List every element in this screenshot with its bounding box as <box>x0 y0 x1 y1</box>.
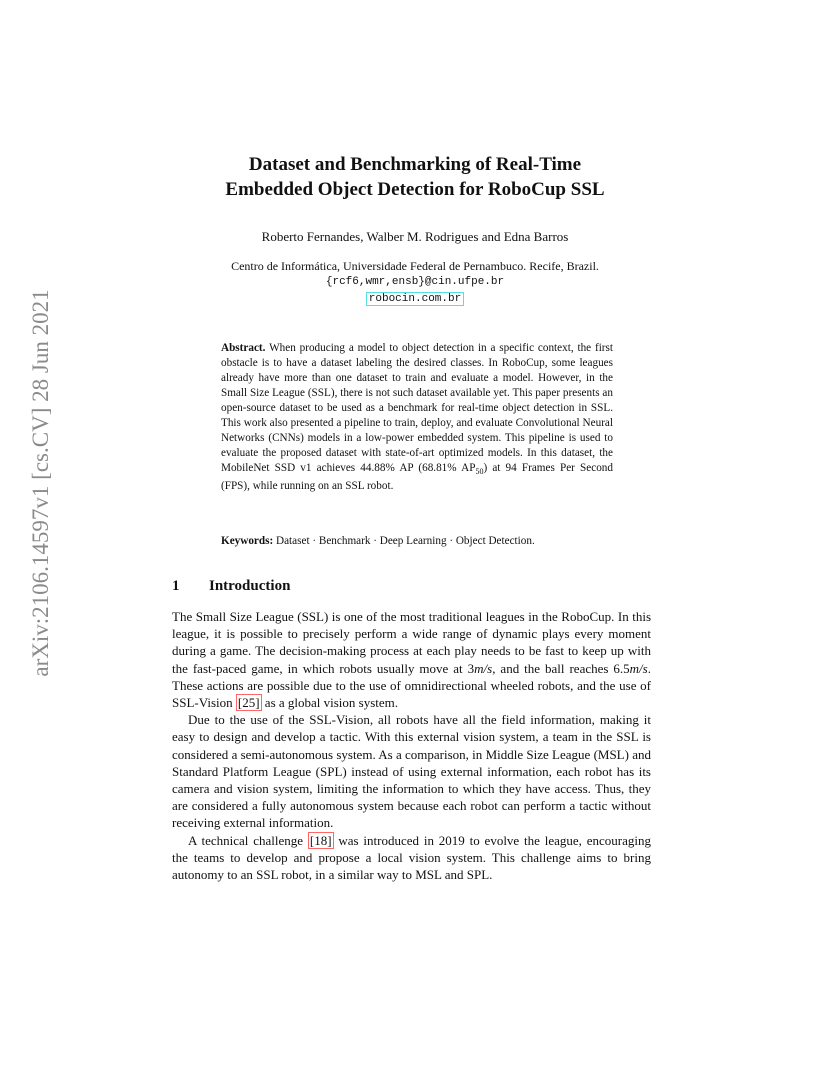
p1-unit-2: m/s <box>629 660 648 676</box>
p1-text-a: The Small Size League (SSL) is one of the most traditional leagues in the RoboCup. In this league, it is possible to precisely perform a wide range of dynamic plays every moment during a game. The decision-making process at each play needs to be fast to keep up with the fast-paced game, in which robots usually move at 3 <box>172 609 651 676</box>
p3-text-a: A technical challenge <box>188 832 308 848</box>
author-list: Roberto Fernandes, Walber M. Rodrigues and Edna Barros <box>261 229 569 244</box>
affiliation-block <box>160 259 670 308</box>
ap-subscript: 50 <box>475 467 484 477</box>
title-line-2: Embedded Object Detection for RoboCup SSL <box>225 179 605 200</box>
citation-18[interactable]: [18] <box>309 832 332 848</box>
arxiv-identifier: arXiv:2106.14597v1 [cs.CV] 28 Jun 2021 <box>28 289 53 677</box>
paragraph-1 <box>172 608 651 711</box>
affiliation: Centro de Informática, Universidade Federal de Pernambuco. Recife, Brazil. <box>231 259 599 273</box>
abstract-text: When producing a model to object detection in a specific context, the first obstacle is to have a dataset labeling the desired classes. In RoboCup, some leagues already have more than one dataset to train and evaluate a model. However, in the Small Size League (SSL), there is not such dataset available yet. This paper presents an open-source dataset to be used as a benchmark for real-time object detection in SSL. This work also presented a pipeline to train, deploy, and evaluate Convolutional Neural Networks (CNNs) models in a low-power embedded system. This pipeline is used to evaluate the proposed dataset with state-of-art optimized models. In this dataset, the MobileNet SSD v1 achieves 44.88% AP (68.81% AP <box>221 342 613 474</box>
title-line-1: Dataset and Benchmarking of Real-Time <box>248 154 582 175</box>
section-title: Introduction <box>209 578 291 594</box>
keywords-text: Dataset · Benchmark · Deep Learning · Object Detection. <box>276 535 535 547</box>
keywords-label: Keywords: <box>221 535 274 547</box>
section-heading <box>172 576 290 596</box>
paper-title <box>160 152 670 202</box>
body-text <box>172 608 651 883</box>
abstract <box>221 341 613 494</box>
p1-unit-1: m/s <box>474 660 493 676</box>
abstract-text-end: ) at 94 Frames Per Second (FPS), while running on an SSL robot. <box>221 462 613 493</box>
section-number: 1 <box>172 578 180 594</box>
paragraph-2: Due to the use of the SSL-Vision, all robots have all the field information, making it easy to design and develop a tactic. With this external vision system, a team in the SSL is considered a semi-autonomous system. As a comparison, in Middle Size League (MSL) and Standard Platform League (SPL) instead of using external information, each robot has its camera and vision system, limiting the information to which they have access. Thus, they are considered a fully autonomous system because each robot can perform a tactic without receiving external information. <box>172 712 651 831</box>
p1-text-d: as a global vision system. <box>261 695 399 711</box>
arxiv-sidebar <box>27 289 55 677</box>
website-link[interactable]: robocin.com.br <box>366 292 464 306</box>
p1-text-b: , and the ball reaches 6.5 <box>492 660 630 676</box>
p3-text-b: was introduced in 2019 to evolve the league, encouraging the teams to develop and propose a local vision system. This challenge aims to bring autonomy to an SSL robot, in a similar way to MSL and SPL. <box>172 832 651 883</box>
abstract-label: Abstract. <box>221 342 266 354</box>
author-emails: {rcf6,wmr,ensb}@cin.ufpe.br <box>325 275 505 288</box>
paragraph-3 <box>172 832 651 884</box>
citation-25[interactable]: [25] <box>237 695 260 711</box>
p1-text-c: . These actions are possible due to the use of omnidirectional wheeled robots, and the use of SSL-Vision <box>172 660 651 711</box>
keywords <box>221 534 613 549</box>
